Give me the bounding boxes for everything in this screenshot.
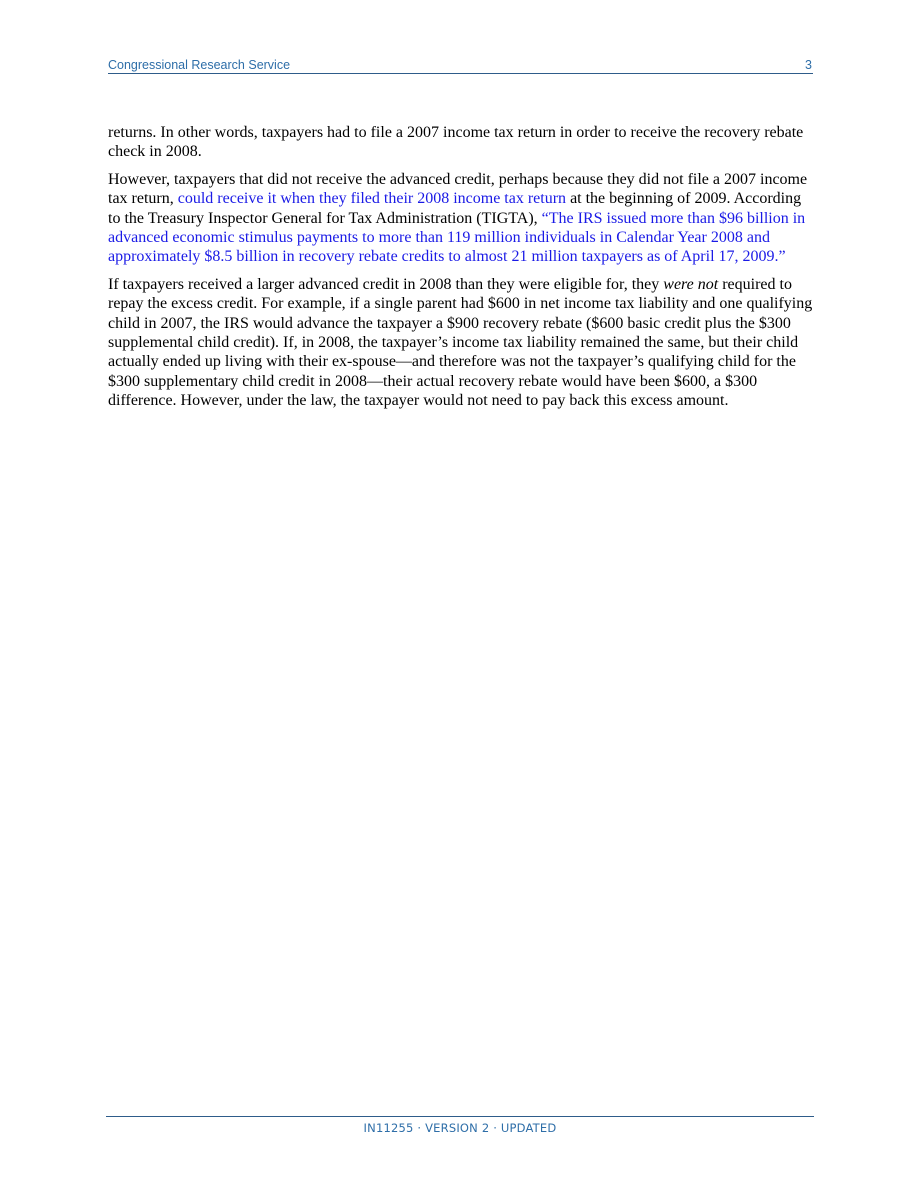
paragraph-1	[108, 123, 814, 162]
paragraph-3-text-b: required to repay the excess credit. For example, if a single parent had $600 in net income tax liability and one qualifying child in 2007, the IRS would advance the taxpayer a $900 recovery rebate ($600 basic credit plus the $300 supplemental child credit). If, in 2008, the taxpayer’s income tax liability remained the same, but their child actually ended up living with their ex-spouse—and therefore was not the taxpayer’s qualifying child for the $300 supplementary child credit in 2008—their actual recovery rebate would have been $600, a $300 difference. However, under the law, the taxpayer would not need to pay back this excess amount.	[108, 275, 813, 410]
filing-2008-link[interactable]: could receive it when they filed their 2008 income tax return	[177, 190, 567, 208]
document-body	[108, 123, 814, 419]
paragraph-3-text-a: If taxpayers received a larger advanced credit in 2008 than they were eligible for, they	[108, 275, 664, 293]
header-org-name: Congressional Research Service	[108, 58, 291, 72]
paragraph-3-emphasis: were not	[663, 275, 719, 293]
paragraph-2	[108, 170, 814, 267]
paragraph-1-text: returns. In other words, taxpayers had to file a 2007 income tax return in order to receive the recovery rebate check in 2008.	[108, 124, 804, 161]
footer-document-code: IN11255 · VERSION 2 · UPDATED	[363, 1121, 557, 1135]
header-page-number: 3	[805, 58, 812, 72]
paragraph-2-text-b: at the beginning of 2009. According to the Treasury Inspector General for Tax Administration (TIGTA),	[108, 190, 802, 227]
paragraph-2-text-a: However, taxpayers that did not receive the advanced credit, perhaps because they did not file a 2007 income tax return,	[108, 170, 808, 208]
page-header	[108, 57, 813, 74]
paragraph-3	[108, 275, 814, 411]
page-footer	[106, 1116, 814, 1135]
tigta-quote-link[interactable]: “The IRS issued more than $96 billion in advanced economic stimulus payments to more than 119 million individuals in Calendar Year 2008 and approximately $8.5 billion in recovery rebate credits to almost 21 million taxpayers as of April 17, 2009.”	[108, 209, 806, 266]
